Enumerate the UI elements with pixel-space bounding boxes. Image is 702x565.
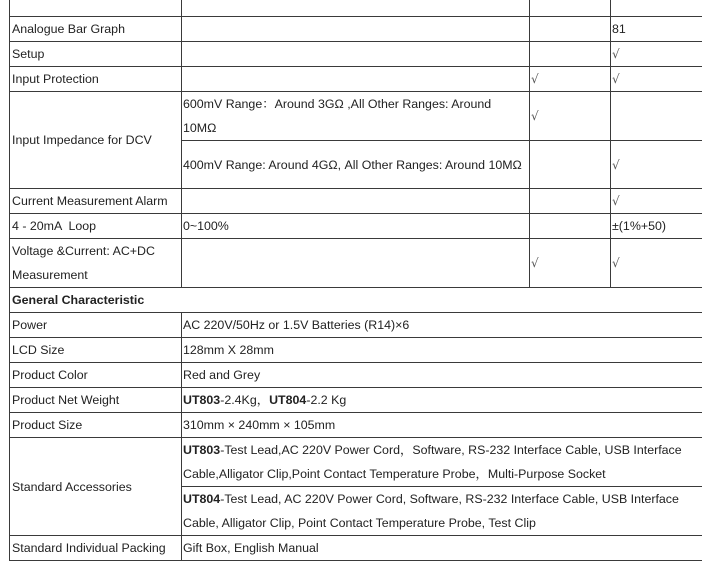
accessories-text: -Test Lead,AC 220V Power Cord，Software, RS-232 Interface Cable, USB Interface Cable,Alligator Clip,Point Contact Temperature Probe，Multi-Purpose Socket xyxy=(183,443,682,481)
impedance-line-1: 600mV Range：Around 3GΩ ,All Other Ranges: Around 10MΩ xyxy=(182,92,530,141)
row-label: Analogue Bar Graph xyxy=(10,17,182,42)
table-row xyxy=(10,313,702,338)
model-name: UT804 xyxy=(183,492,221,506)
table-row xyxy=(10,0,702,17)
weight-value: -2.4Kg， xyxy=(220,393,270,407)
ut804-check: √ xyxy=(611,189,702,214)
accessories-ut804 xyxy=(182,487,702,536)
table-row xyxy=(10,536,702,561)
ut803-check: √ xyxy=(530,67,611,92)
row-value: 310mm × 240mm × 105mm xyxy=(182,413,702,438)
table-row xyxy=(10,42,702,67)
ut803-check: √ xyxy=(530,239,611,288)
table-row xyxy=(10,67,702,92)
accessories-ut803 xyxy=(182,438,702,487)
ut803-cell xyxy=(530,189,611,214)
row-label: Product Net Weight xyxy=(10,388,182,413)
ut804-cell xyxy=(611,92,702,141)
table-row xyxy=(10,239,702,288)
ut803-cell xyxy=(530,0,611,17)
row-label: Standard Individual Packing xyxy=(10,536,182,561)
row-value xyxy=(182,42,530,67)
table-row xyxy=(10,413,702,438)
ut803-check: √ xyxy=(530,92,611,141)
table-row xyxy=(10,92,702,141)
accessories-text: -Test Lead, AC 220V Power Cord, Software, RS-232 Interface Cable, USB Interface Cable, Alligator Clip, Point Contact Temperature Probe, Test Clip xyxy=(183,492,679,530)
ut804-cell: 81 xyxy=(611,17,702,42)
ut804-check: √ xyxy=(611,141,702,189)
ut803-cell xyxy=(530,42,611,67)
table-row xyxy=(10,363,702,388)
row-value xyxy=(182,239,530,288)
row-value xyxy=(182,17,530,42)
table-row xyxy=(10,338,702,363)
section-title: General Characteristic xyxy=(10,288,702,313)
ut804-check: √ xyxy=(611,67,702,92)
row-label: Input Impedance for DCV xyxy=(10,92,182,189)
ut803-cell xyxy=(530,214,611,239)
table-row xyxy=(10,214,702,239)
row-label: Power xyxy=(10,313,182,338)
impedance-line-2: 400mV Range: Around 4GΩ, All Other Ranges: Around 10MΩ xyxy=(182,141,530,189)
row-label: Current Measurement Alarm xyxy=(10,189,182,214)
ut804-cell: ±(1%+50) xyxy=(611,214,702,239)
section-header-row xyxy=(10,288,702,313)
ut803-cell xyxy=(530,141,611,189)
row-label xyxy=(10,0,182,17)
model-name: UT803 xyxy=(183,393,221,407)
table-row xyxy=(10,189,702,214)
row-label: Standard Accessories xyxy=(10,438,182,536)
row-value xyxy=(182,189,530,214)
row-label: Product Color xyxy=(10,363,182,388)
row-label: 4 - 20mA Loop xyxy=(10,214,182,239)
row-value xyxy=(182,67,530,92)
row-label: Input Protection xyxy=(10,67,182,92)
ut803-cell xyxy=(530,17,611,42)
table-row xyxy=(10,438,702,487)
row-label: Voltage &Current: AC+DC Measurement xyxy=(10,239,182,288)
row-value xyxy=(182,388,702,413)
row-label: Product Size xyxy=(10,413,182,438)
model-name: UT803 xyxy=(183,443,221,457)
ut804-check: √ xyxy=(611,42,702,67)
row-value: 128mm X 28mm xyxy=(182,338,702,363)
row-label: LCD Size xyxy=(10,338,182,363)
table-row xyxy=(10,17,702,42)
row-value: Gift Box, English Manual xyxy=(182,536,702,561)
row-label: Setup xyxy=(10,42,182,67)
weight-value: -2.2 Kg xyxy=(306,393,347,407)
row-value: 0~100% xyxy=(182,214,530,239)
spec-table xyxy=(9,0,702,561)
ut804-cell xyxy=(611,0,702,17)
model-name: UT804 xyxy=(269,393,307,407)
ut804-check: √ xyxy=(611,239,702,288)
row-value xyxy=(182,0,530,17)
table-row xyxy=(10,388,702,413)
row-value: AC 220V/50Hz or 1.5V Batteries (R14)×6 xyxy=(182,313,702,338)
row-value: Red and Grey xyxy=(182,363,702,388)
